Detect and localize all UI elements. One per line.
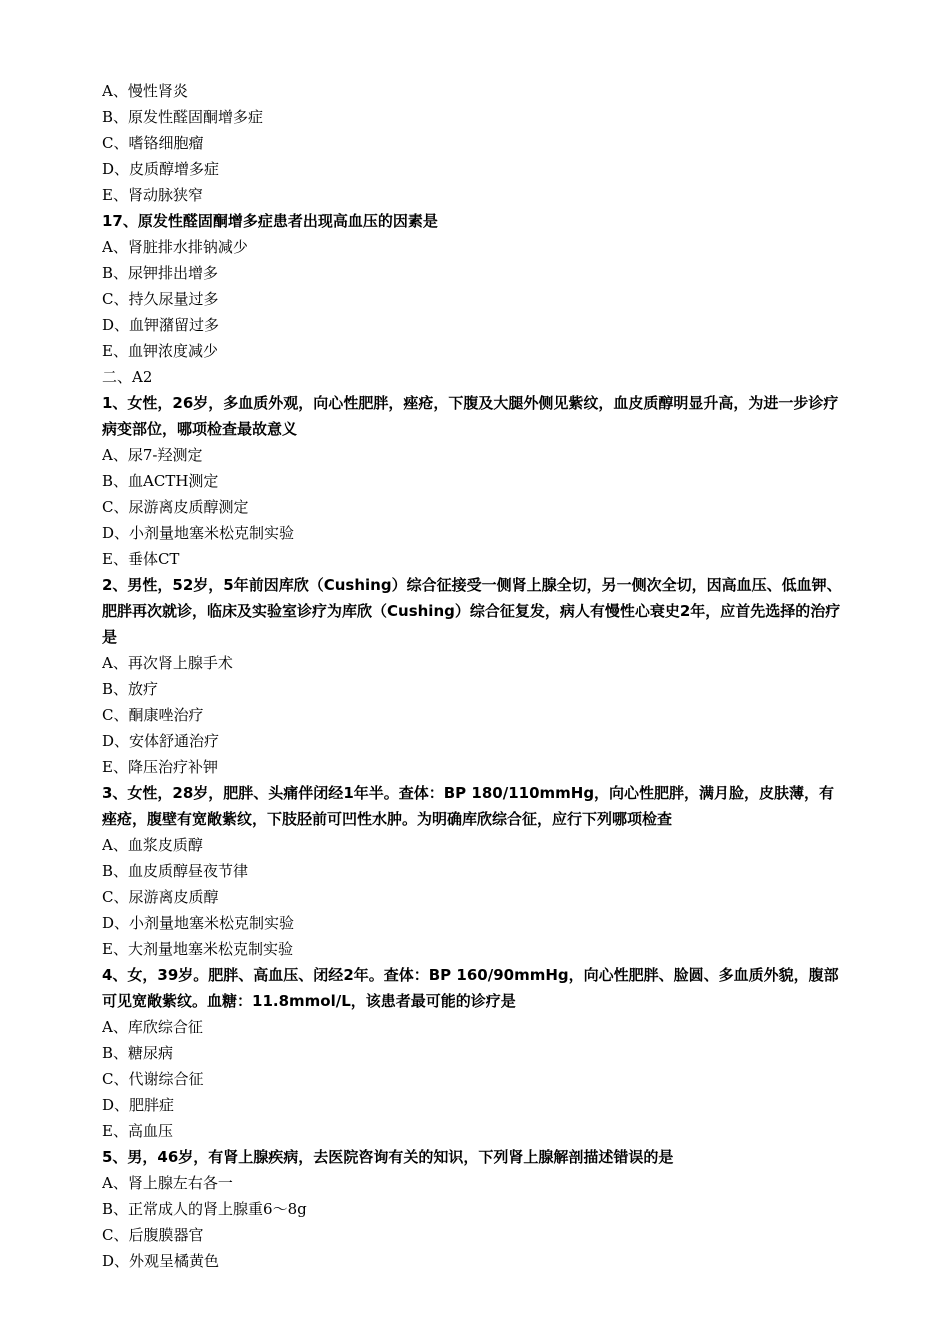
option-a2-4-e: E、高血压	[102, 1122, 173, 1140]
option-a2-3-e: E、大剂量地塞米松克制实验	[102, 940, 293, 958]
question-a2-3-stem: 3、女性，28岁，肥胖、头痛伴闭经1年半。查体：BP 180/110mmHg，向心性肥胖，满月脸，皮肤薄，有痤疮，腹壁有宽敞紫纹，下肢胫前可凹性水肿。为明确库欣综合征，应行下列哪项检查	[102, 784, 835, 828]
option-17-d: D、血钾潴留过多	[102, 316, 220, 334]
option-a2-2-a: A、再次肾上腺手术	[102, 654, 233, 672]
option-a2-3-a: A、血浆皮质醇	[102, 836, 203, 854]
question-a2-1-stem: 1、女性，26岁，多血质外观，向心性肥胖，痤疮，下腹及大腿外侧见紫纹，血皮质醇明显升高，为进一步诊疗病变部位，哪项检查最故意义	[102, 394, 839, 438]
option-16-a: A、慢性肾炎	[102, 82, 188, 100]
option-a2-4-d: D、肥胖症	[102, 1096, 175, 1114]
option-16-c: C、嗜铬细胞瘤	[102, 134, 204, 152]
option-a2-5-c: C、后腹膜器官	[102, 1226, 204, 1244]
option-a2-1-c: C、尿游离皮质醇测定	[102, 498, 249, 516]
option-a2-2-b: B、放疗	[102, 680, 159, 698]
option-a2-1-d: D、小剂量地塞米松克制实验	[102, 524, 295, 542]
option-17-e: E、血钾浓度减少	[102, 342, 218, 360]
option-16-e: E、肾动脉狭窄	[102, 186, 203, 204]
document-content	[102, 78, 847, 1274]
option-a2-1-b: B、血ACTH测定	[102, 472, 219, 490]
option-a2-3-c: C、尿游离皮质醇	[102, 888, 219, 906]
option-a2-2-c: C、酮康唑治疗	[102, 706, 204, 724]
option-a2-1-a: A、尿7-羟测定	[102, 446, 203, 464]
question-17-stem: 17、原发性醛固酮增多症患者出现高血压的因素是	[102, 212, 438, 230]
question-a2-5-stem: 5、男，46岁，有肾上腺疾病，去医院咨询有关的知识，下列肾上腺解剖描述错误的是	[102, 1148, 674, 1166]
option-a2-5-a: A、肾上腺左右各一	[102, 1174, 233, 1192]
option-a2-1-e: E、垂体CT	[102, 550, 180, 568]
option-a2-2-e: E、降压治疗补钾	[102, 758, 218, 776]
option-a2-5-d: D、外观呈橘黄色	[102, 1252, 220, 1270]
option-a2-4-b: B、糖尿病	[102, 1044, 174, 1062]
option-a2-4-c: C、代谢综合征	[102, 1070, 204, 1088]
option-17-a: A、肾脏排水排钠减少	[102, 238, 248, 256]
option-a2-4-a: A、库欣综合征	[102, 1018, 203, 1036]
question-a2-2-stem: 2、男性，52岁，5年前因库欣（Cushing）综合征接受一侧肾上腺全切，另一侧次全切，因高血压、低血钾、肥胖再次就诊，临床及实验室诊疗为库欣（Cushing）综合征复发，病人有慢性心衰史2年，应首先选择的治疗是	[102, 576, 842, 646]
option-a2-3-b: B、血皮质醇昼夜节律	[102, 862, 249, 880]
option-16-b: B、原发性醛固酮增多症	[102, 108, 264, 126]
question-a2-4-stem: 4、女，39岁。肥胖、高血压、闭经2年。查体：BP 160/90mmHg，向心性肥胖、脸圆、多血质外貌，腹部可见宽敞紫纹。血糖：11.8mmol/L，该患者最可能的诊疗是	[102, 966, 839, 1010]
option-17-c: C、持久尿量过多	[102, 290, 219, 308]
option-a2-3-d: D、小剂量地塞米松克制实验	[102, 914, 295, 932]
option-a2-5-b: B、正常成人的肾上腺重6～8g	[102, 1200, 307, 1218]
option-a2-2-d: D、安体舒通治疗	[102, 732, 220, 750]
option-17-b: B、尿钾排出增多	[102, 264, 219, 282]
option-16-d: D、皮质醇增多症	[102, 160, 220, 178]
section-heading-a2: 二、A2	[102, 368, 153, 386]
